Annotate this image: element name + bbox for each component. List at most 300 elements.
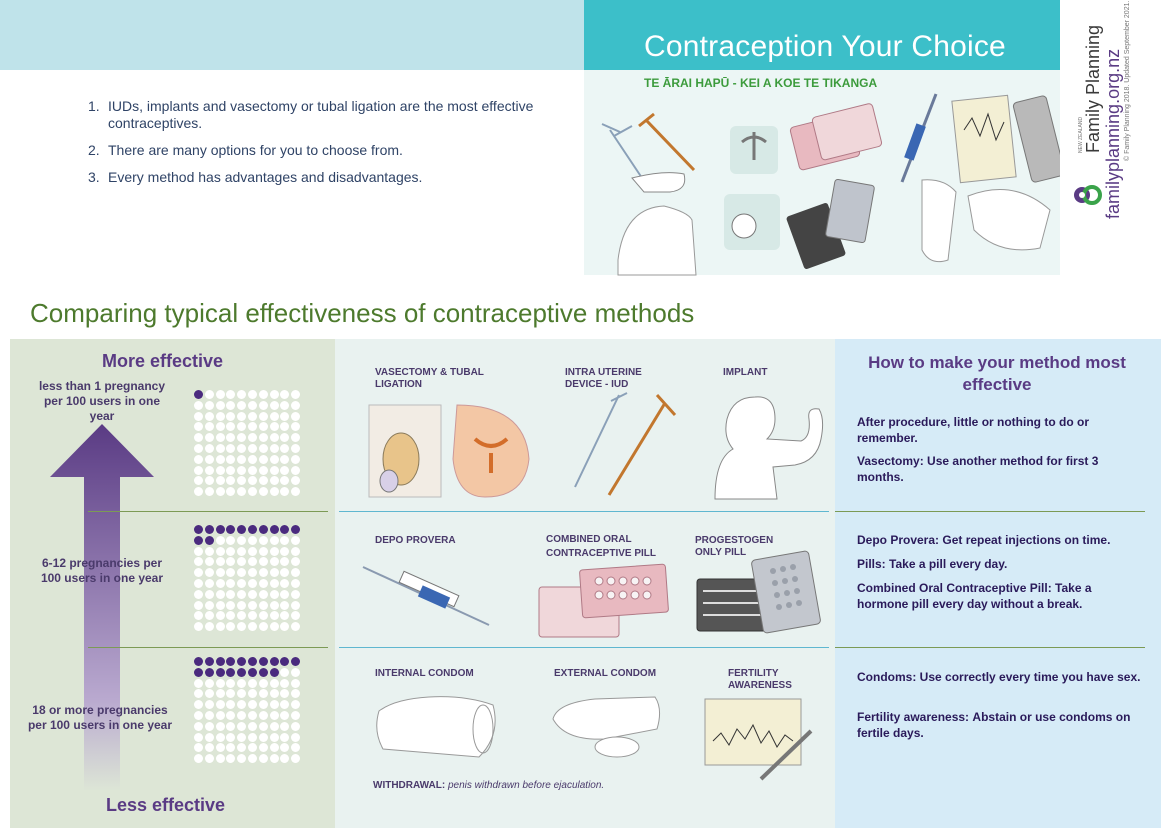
pregnancy-dot-empty bbox=[194, 568, 203, 577]
pregnancy-dot-filled bbox=[259, 668, 268, 677]
pregnancy-dot-empty bbox=[216, 754, 225, 763]
pregnancy-dot-empty bbox=[237, 579, 246, 588]
pregnancy-dot-empty bbox=[248, 412, 257, 421]
pregnancy-dot-empty bbox=[237, 547, 246, 556]
pregnancy-dot-empty bbox=[280, 743, 289, 752]
pregnancy-dot-empty bbox=[194, 433, 203, 442]
pregnancy-dot-empty bbox=[226, 412, 235, 421]
pregnancy-dot-empty bbox=[270, 433, 279, 442]
pregnancy-dot-empty bbox=[259, 466, 268, 475]
pregnancy-dot-empty bbox=[216, 733, 225, 742]
pregnancy-dot-empty bbox=[259, 743, 268, 752]
pregnancy-dot-empty bbox=[248, 743, 257, 752]
pregnancy-dot-empty bbox=[237, 722, 246, 731]
pregnancy-dot-empty bbox=[205, 557, 214, 566]
external-condom-illustration bbox=[545, 689, 685, 769]
tier-divider bbox=[835, 511, 1145, 512]
pregnancy-dot-empty bbox=[194, 487, 203, 496]
pregnancy-dot-empty bbox=[194, 412, 203, 421]
pregnancy-dot-empty bbox=[237, 536, 246, 545]
pregnancy-dot-empty bbox=[226, 444, 235, 453]
pregnancy-dot-empty bbox=[291, 547, 300, 556]
pregnancy-dot-empty bbox=[259, 455, 268, 464]
pregnancy-dot-empty bbox=[291, 579, 300, 588]
implant-illustration bbox=[709, 379, 829, 499]
pregnancy-dot-empty bbox=[270, 476, 279, 485]
pregnancy-dot-empty bbox=[237, 433, 246, 442]
tip-vasectomy: Vasectomy: Use another method for first 3 months. bbox=[857, 454, 1099, 484]
pregnancy-dot-empty bbox=[194, 455, 203, 464]
pregnancy-dot-empty bbox=[194, 733, 203, 742]
pregnancy-dot-empty bbox=[205, 711, 214, 720]
pregnancy-dot-filled bbox=[280, 657, 289, 666]
pregnancy-dot-empty bbox=[259, 536, 268, 545]
pregnancy-dot-empty bbox=[270, 611, 279, 620]
method-label-coc: COMBINED ORAL CONTRACEPTIVE PILL bbox=[546, 534, 657, 559]
pregnancy-dot-empty bbox=[226, 733, 235, 742]
methods-illustration-area bbox=[584, 70, 1060, 275]
pregnancy-dot-empty bbox=[291, 689, 300, 698]
pregnancy-dot-empty bbox=[248, 487, 257, 496]
pregnancy-dot-empty bbox=[291, 401, 300, 410]
pregnancy-dot-empty bbox=[226, 568, 235, 577]
pregnancy-dot-empty bbox=[291, 557, 300, 566]
pregnancy-dot-empty bbox=[226, 433, 235, 442]
pregnancy-dot-empty bbox=[194, 590, 203, 599]
pregnancy-dot-empty bbox=[259, 679, 268, 688]
pregnancy-dot-empty bbox=[248, 455, 257, 464]
method-label-vasectomy: VASECTOMY & TUBAL LIGATION bbox=[375, 367, 484, 390]
pregnancy-dot-empty bbox=[291, 455, 300, 464]
tip-condoms: Condoms: Use correctly every time you have sex. bbox=[857, 670, 1141, 684]
pregnancy-dot-empty bbox=[237, 401, 246, 410]
pregnancy-dot-empty bbox=[216, 433, 225, 442]
pregnancy-dot-empty bbox=[270, 412, 279, 421]
pregnancy-dot-empty bbox=[248, 700, 257, 709]
pregnancy-dot-empty bbox=[194, 700, 203, 709]
pregnancy-dot-empty bbox=[216, 622, 225, 631]
pregnancy-dot-empty bbox=[248, 401, 257, 410]
pregnancy-dot-filled bbox=[226, 657, 235, 666]
pregnancy-dot-empty bbox=[216, 476, 225, 485]
pregnancy-dot-empty bbox=[280, 422, 289, 431]
pregnancy-dot-empty bbox=[280, 733, 289, 742]
pregnancy-dot-empty bbox=[216, 487, 225, 496]
pregnancy-dot-filled bbox=[259, 657, 268, 666]
less-effective-label: Less effective bbox=[106, 795, 226, 815]
pregnancy-dot-filled bbox=[194, 390, 203, 399]
pregnancy-dot-filled bbox=[226, 525, 235, 534]
pregnancy-dot-empty bbox=[216, 536, 225, 545]
pregnancy-dot-empty bbox=[237, 601, 246, 610]
pregnancy-dot-empty bbox=[291, 444, 300, 453]
pregnancy-dot-empty bbox=[270, 444, 279, 453]
pregnancy-dot-empty bbox=[291, 422, 300, 431]
pregnancy-dot-empty bbox=[226, 711, 235, 720]
pregnancy-dot-empty bbox=[291, 679, 300, 688]
pregnancy-dot-empty bbox=[216, 689, 225, 698]
pregnancy-dot-empty bbox=[194, 711, 203, 720]
pregnancy-dot-empty bbox=[248, 444, 257, 453]
pregnancy-dot-empty bbox=[226, 579, 235, 588]
withdrawal-label: WITHDRAWAL: bbox=[373, 780, 446, 791]
pregnancy-dot-empty bbox=[226, 722, 235, 731]
pregnancy-dot-empty bbox=[248, 476, 257, 485]
pregnancy-dot-empty bbox=[280, 754, 289, 763]
pregnancy-dot-empty bbox=[270, 590, 279, 599]
pregnancy-dot-empty bbox=[205, 590, 214, 599]
pregnancy-dot-empty bbox=[280, 547, 289, 556]
pregnancy-dot-empty bbox=[270, 422, 279, 431]
pregnancy-dot-filled bbox=[226, 668, 235, 677]
pregnancy-dot-empty bbox=[270, 743, 279, 752]
pregnancy-dot-empty bbox=[270, 679, 279, 688]
tips-panel bbox=[835, 339, 1161, 828]
pregnancy-dot-empty bbox=[237, 733, 246, 742]
pregnancy-dot-empty bbox=[216, 611, 225, 620]
pregnancy-dot-empty bbox=[205, 433, 214, 442]
pregnancy-dot-empty bbox=[248, 433, 257, 442]
pregnancy-dot-empty bbox=[280, 557, 289, 566]
pregnancy-dot-empty bbox=[237, 590, 246, 599]
pregnancy-dot-empty bbox=[248, 622, 257, 631]
pregnancy-dot-empty bbox=[291, 601, 300, 610]
tier-divider bbox=[339, 511, 829, 512]
pregnancy-dot-empty bbox=[194, 743, 203, 752]
withdrawal-text: penis withdrawn before ejaculation. bbox=[448, 780, 605, 791]
pregnancy-dot-empty bbox=[291, 487, 300, 496]
pregnancy-dot-empty bbox=[237, 679, 246, 688]
pregnancy-dot-empty bbox=[216, 601, 225, 610]
tip-pills: Pills: Take a pill every day. bbox=[857, 557, 1008, 571]
pregnancy-dot-empty bbox=[205, 700, 214, 709]
pregnancy-dot-empty bbox=[248, 568, 257, 577]
pregnancy-dot-empty bbox=[280, 700, 289, 709]
pregnancy-dot-empty bbox=[216, 743, 225, 752]
pregnancy-dot-empty bbox=[226, 455, 235, 464]
pregnancy-dot-empty bbox=[270, 689, 279, 698]
top-band bbox=[0, 0, 584, 70]
pregnancy-dot-empty bbox=[259, 611, 268, 620]
pregnancy-dot-empty bbox=[205, 743, 214, 752]
pregnancy-dot-empty bbox=[270, 557, 279, 566]
pregnancy-dot-filled bbox=[205, 668, 214, 677]
brand-block bbox=[1060, 0, 1171, 275]
pregnancy-dot-empty bbox=[226, 743, 235, 752]
pregnancy-dot-empty bbox=[205, 422, 214, 431]
pregnancy-dot-filled bbox=[194, 657, 203, 666]
pregnancy-dot-filled bbox=[280, 525, 289, 534]
pregnancy-dot-empty bbox=[216, 590, 225, 599]
pregnancy-dot-empty bbox=[216, 455, 225, 464]
pregnancy-dot-empty bbox=[259, 733, 268, 742]
pregnancy-dot-empty bbox=[259, 401, 268, 410]
tip-depo: Depo Provera: Get repeat injections on time. bbox=[857, 533, 1111, 547]
pregnancy-dot-empty bbox=[216, 568, 225, 577]
tier-3-label: 18 or more pregnancies per 100 users in one year bbox=[27, 703, 173, 732]
pregnancy-dot-empty bbox=[280, 668, 289, 677]
pregnancy-dot-empty bbox=[226, 689, 235, 698]
page-subtitle: TE ĀRAI HAPŪ - KEI A KOE TE TIKANGA bbox=[644, 76, 878, 90]
pregnancy-dot-empty bbox=[226, 390, 235, 399]
section-heading: Comparing typical effectiveness of contraceptive methods bbox=[30, 298, 695, 328]
pregnancy-dot-filled bbox=[194, 668, 203, 677]
pregnancy-dot-empty bbox=[237, 444, 246, 453]
pregnancy-dot-empty bbox=[226, 422, 235, 431]
pregnancy-dot-filled bbox=[291, 525, 300, 534]
pregnancy-dot-empty bbox=[270, 579, 279, 588]
pregnancy-dot-empty bbox=[216, 557, 225, 566]
progestogen-pill-pack-illustration bbox=[693, 551, 833, 641]
pregnancy-dot-empty bbox=[237, 466, 246, 475]
pregnancy-dot-empty bbox=[280, 722, 289, 731]
pregnancy-dot-empty bbox=[259, 568, 268, 577]
pregnancy-dot-empty bbox=[270, 568, 279, 577]
pregnancy-dot-empty bbox=[237, 611, 246, 620]
pregnancy-dot-empty bbox=[270, 601, 279, 610]
pregnancy-dot-empty bbox=[248, 547, 257, 556]
pregnancy-dot-empty bbox=[291, 668, 300, 677]
pregnancy-dot-empty bbox=[259, 579, 268, 588]
pregnancy-dot-empty bbox=[280, 711, 289, 720]
pregnancy-dot-filled bbox=[270, 668, 279, 677]
pregnancy-dot-empty bbox=[194, 601, 203, 610]
pregnancy-dot-empty bbox=[270, 733, 279, 742]
pregnancy-dot-empty bbox=[280, 433, 289, 442]
pregnancy-dot-empty bbox=[291, 733, 300, 742]
pregnancy-dot-filled bbox=[248, 525, 257, 534]
pregnancy-dot-empty bbox=[259, 412, 268, 421]
pregnancy-dot-empty bbox=[280, 455, 289, 464]
pregnancy-dot-empty bbox=[291, 711, 300, 720]
pregnancy-dot-empty bbox=[205, 622, 214, 631]
effectiveness-scale-panel bbox=[10, 339, 335, 828]
pregnancy-dot-empty bbox=[205, 455, 214, 464]
pregnancy-dot-empty bbox=[270, 622, 279, 631]
internal-condom-illustration bbox=[369, 691, 509, 761]
pregnancy-dot-empty bbox=[237, 622, 246, 631]
pregnancy-dot-empty bbox=[291, 536, 300, 545]
tip-fertility: Fertility awareness: Abstain or use condoms on fertile days. bbox=[857, 710, 1131, 740]
pregnancy-dot-empty bbox=[291, 722, 300, 731]
page-title: Contraception Your Choice bbox=[644, 30, 1006, 63]
pregnancy-dot-filled bbox=[248, 668, 257, 677]
pregnancy-dot-empty bbox=[237, 557, 246, 566]
pregnancy-dot-empty bbox=[248, 679, 257, 688]
tier-1-intro: After procedure, little or nothing to do or remember. bbox=[857, 415, 1089, 445]
pregnancy-dot-empty bbox=[259, 433, 268, 442]
pregnancy-dot-filled bbox=[237, 668, 246, 677]
tier-1-label: less than 1 pregnancy per 100 users in one year bbox=[38, 379, 166, 423]
method-label-depo: DEPO PROVERA bbox=[375, 535, 456, 546]
pregnancy-dot-empty bbox=[205, 390, 214, 399]
pregnancy-dot-empty bbox=[248, 601, 257, 610]
pregnancy-dot-empty bbox=[205, 679, 214, 688]
pregnancy-dot-empty bbox=[205, 476, 214, 485]
pregnancy-dot-empty bbox=[226, 611, 235, 620]
pregnancy-dot-empty bbox=[248, 590, 257, 599]
pregnancy-dot-empty bbox=[291, 412, 300, 421]
pregnancy-dot-empty bbox=[216, 466, 225, 475]
pregnancy-dot-empty bbox=[280, 689, 289, 698]
pregnancy-dot-filled bbox=[259, 525, 268, 534]
pregnancy-dot-empty bbox=[248, 579, 257, 588]
pregnancy-dot-empty bbox=[248, 711, 257, 720]
method-label-fertility: FERTILITY AWARENESS bbox=[728, 668, 792, 691]
pregnancy-dot-empty bbox=[216, 679, 225, 688]
pregnancy-dot-empty bbox=[194, 401, 203, 410]
pregnancy-dot-empty bbox=[216, 422, 225, 431]
tier-divider bbox=[88, 511, 328, 512]
pregnancy-dot-empty bbox=[205, 601, 214, 610]
pregnancy-dot-empty bbox=[248, 466, 257, 475]
pregnancy-dot-empty bbox=[226, 557, 235, 566]
pregnancy-dot-filled bbox=[216, 668, 225, 677]
pregnancy-dot-empty bbox=[216, 711, 225, 720]
pregnancy-dot-empty bbox=[237, 754, 246, 763]
tips-title: How to make your method most effective bbox=[868, 353, 1126, 394]
pregnancy-dot-empty bbox=[280, 622, 289, 631]
pregnancy-dot-empty bbox=[270, 487, 279, 496]
pregnancy-dot-empty bbox=[205, 547, 214, 556]
pregnancy-dot-empty bbox=[291, 590, 300, 599]
pregnancy-dot-empty bbox=[291, 611, 300, 620]
pregnancy-dot-empty bbox=[248, 733, 257, 742]
pregnancy-dot-empty bbox=[259, 476, 268, 485]
pregnancy-dot-empty bbox=[216, 579, 225, 588]
pregnancy-dot-empty bbox=[291, 466, 300, 475]
pregnancy-dot-empty bbox=[237, 711, 246, 720]
pregnancy-dot-empty bbox=[280, 590, 289, 599]
method-label-external-condom: EXTERNAL CONDOM bbox=[554, 668, 657, 679]
pregnancy-dot-empty bbox=[291, 754, 300, 763]
pregnancy-dot-empty bbox=[237, 487, 246, 496]
pregnancy-dot-empty bbox=[270, 390, 279, 399]
pregnancy-dot-empty bbox=[270, 722, 279, 731]
pregnancy-dot-empty bbox=[237, 476, 246, 485]
method-label-implant: IMPLANT bbox=[723, 367, 768, 378]
pregnancy-dot-empty bbox=[270, 401, 279, 410]
pregnancy-dot-empty bbox=[280, 568, 289, 577]
pregnancy-dot-empty bbox=[259, 547, 268, 556]
pregnancy-dot-empty bbox=[237, 700, 246, 709]
pregnancy-dot-filled bbox=[248, 657, 257, 666]
brand-name: Family Planning bbox=[1083, 24, 1103, 153]
pregnancy-dot-empty bbox=[216, 700, 225, 709]
fertility-chart-illustration bbox=[701, 695, 821, 785]
pregnancy-dot-empty bbox=[194, 476, 203, 485]
pregnancy-dot-empty bbox=[205, 611, 214, 620]
pregnancy-dot-empty bbox=[226, 590, 235, 599]
method-label-pop: PROGESTOGEN ONLY PILL bbox=[695, 535, 774, 558]
pregnancy-dot-empty bbox=[216, 722, 225, 731]
pregnancy-dot-empty bbox=[237, 390, 246, 399]
pregnancy-dot-empty bbox=[280, 679, 289, 688]
pregnancy-dot-empty bbox=[248, 611, 257, 620]
list-item: 1. IUDs, implants and vasectomy or tubal ligation are the most effective contraceptives. bbox=[88, 98, 534, 131]
list-item: 2. There are many options for you to choose from. bbox=[88, 142, 403, 158]
pregnancy-dot-empty bbox=[259, 711, 268, 720]
pregnancy-dot-empty bbox=[237, 455, 246, 464]
tier-divider bbox=[88, 647, 328, 648]
more-effective-label: More effective bbox=[102, 351, 224, 371]
pregnancy-dot-empty bbox=[226, 601, 235, 610]
pregnancy-dot-empty bbox=[216, 547, 225, 556]
methods-panel bbox=[335, 339, 835, 828]
pregnancy-dot-empty bbox=[270, 711, 279, 720]
pregnancy-dot-empty bbox=[226, 700, 235, 709]
pregnancy-dot-empty bbox=[226, 754, 235, 763]
pregnancy-dot-filled bbox=[270, 525, 279, 534]
brand-copyright: © Family Planning 2018. Updated September 2021. bbox=[1124, 0, 1131, 161]
method-label-internal-condom: INTERNAL CONDOM bbox=[375, 668, 474, 679]
pregnancy-dot-filled bbox=[291, 657, 300, 666]
vasectomy-tubal-illustration bbox=[365, 399, 525, 499]
pregnancy-dot-filled bbox=[270, 657, 279, 666]
pregnancy-dot-filled bbox=[216, 525, 225, 534]
pregnancy-dot-empty bbox=[205, 579, 214, 588]
pregnancy-dot-empty bbox=[226, 476, 235, 485]
pregnancy-dot-empty bbox=[194, 444, 203, 453]
pregnancy-dot-empty bbox=[205, 754, 214, 763]
pregnancy-dot-empty bbox=[194, 722, 203, 731]
pregnancy-dot-empty bbox=[291, 700, 300, 709]
pregnancy-dot-empty bbox=[194, 679, 203, 688]
brand-vertical-text bbox=[1078, 0, 1131, 225]
pregnancy-dot-empty bbox=[194, 611, 203, 620]
pregnancy-dot-empty bbox=[194, 622, 203, 631]
pregnancy-dot-filled bbox=[205, 525, 214, 534]
pregnancy-dot-empty bbox=[280, 401, 289, 410]
pregnancy-dot-empty bbox=[280, 476, 289, 485]
combined-pill-pack-illustration bbox=[535, 561, 675, 641]
pregnancy-dot-empty bbox=[194, 689, 203, 698]
pregnancy-dot-empty bbox=[226, 536, 235, 545]
tier-2-dot-grid bbox=[194, 525, 302, 633]
pregnancy-dot-empty bbox=[270, 536, 279, 545]
pregnancy-dot-empty bbox=[226, 401, 235, 410]
pregnancy-dot-empty bbox=[259, 700, 268, 709]
pregnancy-dot-empty bbox=[291, 568, 300, 577]
pregnancy-dot-empty bbox=[205, 568, 214, 577]
pregnancy-dot-empty bbox=[237, 743, 246, 752]
pregnancy-dot-empty bbox=[237, 422, 246, 431]
pregnancy-dot-empty bbox=[270, 466, 279, 475]
pregnancy-dot-empty bbox=[280, 536, 289, 545]
pregnancy-dot-empty bbox=[205, 733, 214, 742]
pregnancy-dot-filled bbox=[237, 657, 246, 666]
withdrawal-note bbox=[373, 780, 604, 791]
pregnancy-dot-empty bbox=[291, 743, 300, 752]
pregnancy-dot-empty bbox=[226, 466, 235, 475]
pregnancy-dot-empty bbox=[291, 476, 300, 485]
pregnancy-dot-empty bbox=[248, 689, 257, 698]
pregnancy-dot-empty bbox=[248, 390, 257, 399]
pregnancy-dot-empty bbox=[194, 557, 203, 566]
pregnancy-dot-empty bbox=[280, 579, 289, 588]
pregnancy-dot-empty bbox=[280, 444, 289, 453]
pregnancy-dot-empty bbox=[194, 422, 203, 431]
pregnancy-dot-empty bbox=[259, 590, 268, 599]
iud-illustration bbox=[557, 389, 697, 499]
pregnancy-dot-empty bbox=[205, 412, 214, 421]
pregnancy-dot-empty bbox=[280, 601, 289, 610]
tier-divider bbox=[835, 647, 1145, 648]
pregnancy-dot-empty bbox=[280, 390, 289, 399]
pregnancy-dot-empty bbox=[270, 455, 279, 464]
title-banner bbox=[584, 0, 1060, 70]
pregnancy-dot-empty bbox=[216, 390, 225, 399]
